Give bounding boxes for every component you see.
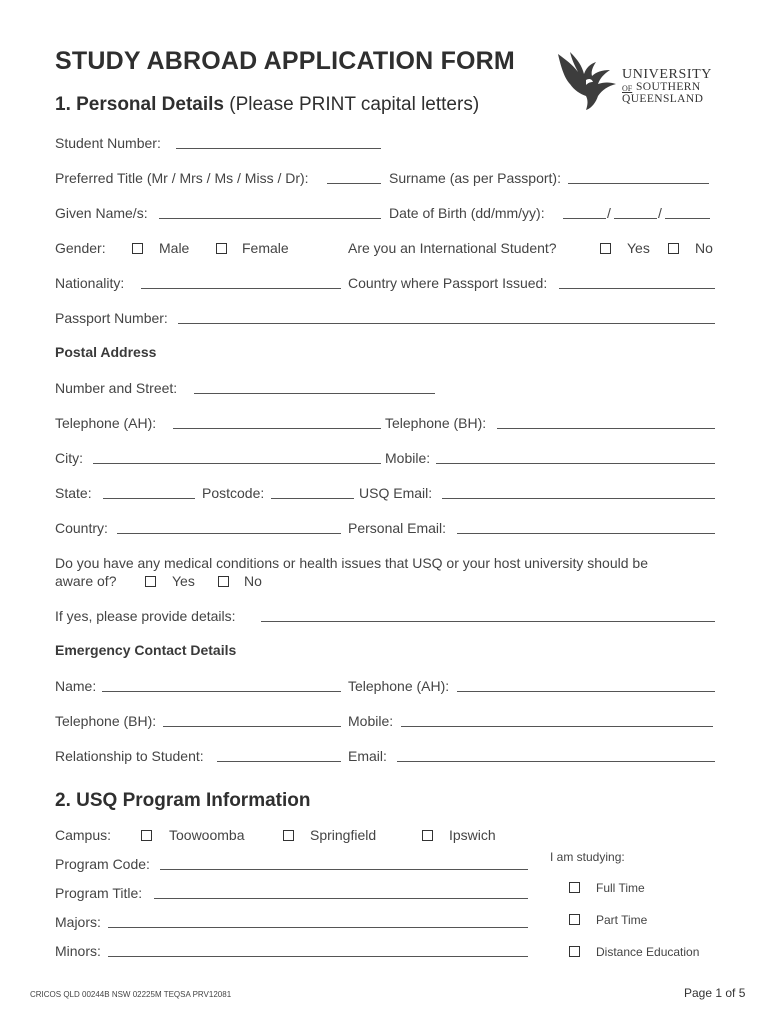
row-nationality — [55, 274, 715, 294]
relationship-field[interactable] — [217, 747, 341, 762]
form-title: STUDY ABROAD APPLICATION FORM — [55, 47, 515, 75]
passport-number-field[interactable] — [178, 309, 715, 324]
campus-springfield-checkbox[interactable] — [283, 830, 294, 841]
studying-label: I am studying: — [550, 850, 625, 864]
emergency-name-label: Name: — [55, 678, 97, 694]
medical-details-label: If yes, please provide details: — [55, 608, 236, 624]
section-1-heading — [55, 94, 479, 116]
row-title-surname — [55, 169, 715, 189]
row-emergency-relationship — [55, 747, 715, 767]
logo-of: OF — [622, 84, 633, 93]
emergency-tel-ah-label: Telephone (AH): — [348, 678, 450, 694]
postal-address-heading: Postal Address — [55, 344, 157, 360]
row-gender-international — [55, 239, 715, 259]
student-number-label: Student Number: — [55, 135, 161, 151]
program-code-field[interactable] — [160, 855, 528, 870]
passport-number-label: Passport Number: — [55, 310, 168, 326]
page-number: Page 1 of 5 — [684, 986, 746, 1000]
majors-field[interactable] — [108, 913, 528, 928]
surname-field[interactable] — [568, 169, 709, 184]
state-label: State: — [55, 485, 92, 501]
state-field[interactable] — [103, 484, 195, 499]
section-1-title: 1. Personal Details — [55, 94, 224, 115]
preferred-title-label: Preferred Title (Mr / Mrs / Ms / Miss / Dr): — [55, 170, 309, 186]
logo-university: UNIVERSITY — [622, 67, 712, 82]
full-time-label: Full Time — [596, 881, 645, 895]
emergency-email-label: Email: — [348, 748, 387, 764]
dob-label: Date of Birth (dd/mm/yy): — [389, 205, 545, 221]
city-field[interactable] — [93, 449, 381, 464]
tel-ah-field[interactable] — [173, 414, 381, 429]
row-program-title — [55, 881, 715, 904]
part-time-label: Part Time — [596, 913, 648, 927]
emergency-tel-ah-field[interactable] — [457, 677, 715, 692]
section-1-note: (Please PRINT capital letters) — [229, 94, 480, 115]
part-time-checkbox[interactable] — [569, 914, 580, 925]
personal-email-label: Personal Email: — [348, 520, 447, 536]
minors-label: Minors: — [55, 943, 101, 959]
medical-no-label: No — [244, 573, 262, 589]
distance-education-label: Distance Education — [596, 945, 700, 959]
postcode-label: Postcode: — [202, 485, 265, 501]
gender-female-label: Female — [242, 240, 289, 256]
surname-label: Surname (as per Passport): — [389, 170, 561, 186]
row-medical-answer — [55, 572, 715, 592]
logo-southern: SOUTHERN — [636, 81, 701, 93]
city-label: City: — [55, 450, 83, 466]
full-time-checkbox[interactable] — [569, 882, 580, 893]
dob-day-field[interactable] — [563, 204, 606, 219]
gender-male-label: Male — [159, 240, 190, 256]
campus-ipswich-label: Ipswich — [449, 827, 496, 843]
row-medical-question — [55, 554, 715, 574]
majors-label: Majors: — [55, 914, 101, 930]
nationality-label: Nationality: — [55, 275, 125, 291]
tel-bh-label: Telephone (BH): — [385, 415, 487, 431]
medical-yes-label: Yes — [172, 573, 195, 589]
row-street — [55, 379, 715, 399]
emergency-mobile-field[interactable] — [401, 712, 713, 727]
gender-female-checkbox[interactable] — [216, 243, 227, 254]
program-title-label: Program Title: — [55, 885, 143, 901]
row-emergency-tel — [55, 712, 715, 732]
medical-no-checkbox[interactable] — [218, 576, 229, 587]
given-names-field[interactable] — [159, 204, 381, 219]
row-minors — [55, 942, 715, 962]
row-state-postcode — [55, 484, 715, 504]
emergency-tel-bh-field[interactable] — [163, 712, 341, 727]
gender-male-checkbox[interactable] — [132, 243, 143, 254]
international-label: Are you an International Student? — [348, 240, 557, 256]
street-label: Number and Street: — [55, 380, 178, 396]
given-names-label: Given Name/s: — [55, 205, 148, 221]
international-no-label: No — [695, 240, 713, 256]
emergency-email-field[interactable] — [397, 747, 715, 762]
mobile-field[interactable] — [436, 449, 715, 464]
row-student-number — [55, 134, 715, 154]
medical-details-field[interactable] — [261, 607, 715, 622]
student-number-field[interactable] — [176, 134, 381, 149]
campus-label: Campus: — [55, 827, 112, 843]
row-majors — [55, 913, 715, 933]
minors-field[interactable] — [108, 942, 528, 957]
campus-toowoomba-label: Toowoomba — [169, 827, 245, 843]
row-emergency-name — [55, 677, 715, 697]
phoenix-icon — [556, 50, 618, 112]
nationality-field[interactable] — [141, 274, 341, 289]
logo-queensland: QUEENSLAND — [622, 93, 704, 105]
row-given-dob — [55, 204, 715, 224]
preferred-title-field[interactable] — [327, 169, 381, 184]
passport-country-field[interactable] — [559, 274, 715, 289]
personal-email-field[interactable] — [457, 519, 715, 534]
cricos-footer: CRICOS QLD 00244B NSW 02225M TEQSA PRV12081 — [30, 990, 232, 999]
passport-country-label: Country where Passport Issued: — [348, 275, 548, 291]
postcode-field[interactable] — [271, 484, 354, 499]
usq-email-label: USQ Email: — [359, 485, 433, 501]
relationship-label: Relationship to Student: — [55, 748, 204, 764]
international-yes-checkbox[interactable] — [600, 243, 611, 254]
country-field[interactable] — [117, 519, 341, 534]
international-no-checkbox[interactable] — [668, 243, 679, 254]
row-program-code — [55, 850, 715, 875]
program-code-label: Program Code: — [55, 856, 150, 872]
dob-slash-1: / — [607, 205, 611, 221]
emergency-tel-bh-label: Telephone (BH): — [55, 713, 157, 729]
emergency-heading: Emergency Contact Details — [55, 642, 237, 658]
tel-ah-label: Telephone (AH): — [55, 415, 157, 431]
distance-education-checkbox[interactable] — [569, 946, 580, 957]
street-field[interactable] — [194, 379, 435, 394]
row-telephones — [55, 414, 715, 434]
medical-question-line2: aware of? — [55, 573, 117, 589]
emergency-name-field[interactable] — [102, 677, 341, 692]
dob-year-field[interactable] — [665, 204, 710, 219]
row-country-email — [55, 519, 715, 539]
row-medical-details — [55, 607, 715, 627]
country-label: Country: — [55, 520, 108, 536]
international-yes-label: Yes — [627, 240, 650, 256]
row-campus — [55, 826, 715, 846]
dob-slash-2: / — [658, 205, 662, 221]
gender-label: Gender: — [55, 240, 106, 256]
program-title-field[interactable] — [154, 884, 528, 899]
emergency-mobile-label: Mobile: — [348, 713, 394, 729]
usq-logo — [556, 50, 721, 112]
dob-month-field[interactable] — [614, 204, 657, 219]
row-passport-number — [55, 309, 715, 329]
tel-bh-field[interactable] — [497, 414, 715, 429]
row-city-mobile — [55, 449, 715, 469]
medical-yes-checkbox[interactable] — [145, 576, 156, 587]
medical-question-line1: Do you have any medical conditions or health issues that USQ or your host university should be — [55, 555, 648, 571]
campus-springfield-label: Springfield — [310, 827, 377, 843]
campus-toowoomba-checkbox[interactable] — [141, 830, 152, 841]
campus-ipswich-checkbox[interactable] — [422, 830, 433, 841]
section-2-heading: 2. USQ Program Information — [55, 790, 311, 811]
usq-email-field[interactable] — [442, 484, 715, 499]
mobile-label: Mobile: — [385, 450, 431, 466]
